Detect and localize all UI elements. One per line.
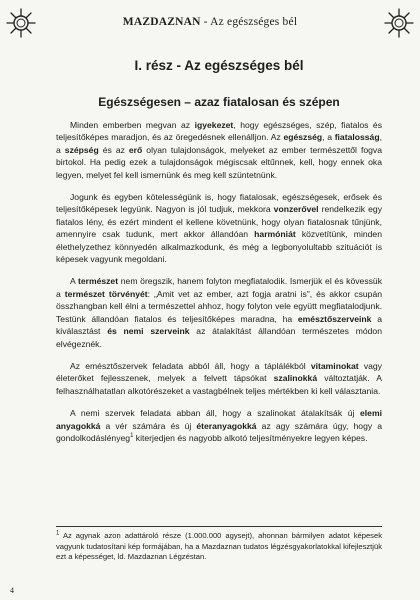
paragraph-3 — [56, 275, 382, 349]
section-title: Egészségesen – azaz fiatalosan és szépen — [98, 95, 340, 109]
bold-text: emésztőszerveink — [297, 313, 372, 324]
text-run: : „Amit vet az ember, azt fogja aratni is", és akkor csupán összhangban kell élni a természettel ahhoz, hogy folyton vele együtt megfiatalodjunk. Testünk állandóan fiatalos és teljesítőképes maradna, ha — [56, 288, 383, 324]
footnote — [56, 531, 382, 563]
paragraph-1 — [56, 119, 382, 181]
text-run: olyan tulajdonságok, melyeket az ember természettől fogva birtokol. Ha pedig ezek a tulajdonságok mégiscsak eltűnnek, kell, hogy ennek oka legyen, melyet fel kell ismernünk és meg kell szüntetnünk. — [56, 144, 382, 180]
text-run: , a — [56, 132, 382, 155]
winged-sun-emblem-icon — [384, 8, 414, 38]
paragraph-2 — [56, 191, 382, 265]
text-run: közvetítünk, minden élethelyzethez könnyedén alkalmazkodunk, és még a legbonyolultabb szituációt is képesek vagyunk megoldani. — [56, 229, 382, 265]
running-head — [0, 16, 420, 28]
book-subtitle: - Az egészséges bél — [200, 16, 298, 28]
bold-text: természet — [77, 276, 119, 287]
bold-text: elemi anyagokká — [56, 408, 382, 431]
footnote-marker: 1 — [56, 530, 60, 537]
text-run: a vér számára és új — [100, 420, 197, 431]
text-run: kiterjedjen és nagyobb alkotó teljesítményekre legyen képes. — [133, 432, 368, 443]
text-run: , hogy egészséges, szép, fiatalos és teljesítőképes maradjon, és az öregedésnek ellenálljon. Az — [56, 120, 382, 143]
text-run: az agy számára úgy, hogy a gondolkodáslényeg — [56, 420, 383, 443]
chapter-title: I. rész - Az egészséges bél — [134, 58, 304, 73]
text-run: A nemi szervek feladata abban áll, hogy a szalinokat átalakítsák új — [70, 408, 361, 419]
text-run: változtatják. A felhasználhatatlan alkotórészeket a vastagbélnek teljes mértékben ki kell választania. — [56, 373, 382, 396]
text-run: rendelkezik egy fiatalos lény, és ezért mindent el kellene követnünk, hogy olyan fiatalosnak tűnjünk, amennyire csak tudunk, mert akkor állandóan — [56, 204, 382, 240]
text-run: Minden emberben megvan az — [70, 120, 195, 130]
paragraph-4 — [56, 360, 382, 397]
text-run: az átalakítást állandóan természetes módon elvégeznék. — [56, 326, 382, 349]
paragraph-5 — [56, 407, 382, 444]
footnote-divider — [56, 526, 382, 527]
bold-text: vitaminokat — [310, 360, 359, 371]
text-run: vagy életerőket fejlesszenek, melyek a felvett tápsókat — [56, 360, 382, 384]
text-run: nem öregszik, hanem folyton megfiatalodik. Ismerjük el és kövessük a — [56, 276, 382, 299]
bold-text: egészség — [283, 132, 323, 143]
bold-text: szépség — [64, 144, 99, 155]
text-run: Jogunk és egyben kötelességünk is, hogy fiatalosak, egészségesek, erősek és teljesítőképesek legyünk. Nagyon is jól tudjuk, mekkora — [56, 192, 382, 215]
bold-text: vonzerővel — [273, 204, 319, 215]
bold-text: harmóniát — [254, 229, 296, 240]
footnote-reference: 1 — [130, 433, 134, 440]
bold-text: szalinokká — [273, 373, 318, 384]
text-run: A — [70, 276, 78, 287]
bold-text: erő — [128, 144, 143, 155]
main-content — [56, 58, 382, 454]
bold-text: fiatalosság — [334, 132, 380, 143]
text-run: és az — [98, 144, 129, 155]
page-number: 4 — [10, 586, 14, 595]
text-run: Az emésztőszervek feladata abból áll, hogy a táplálékból — [70, 360, 311, 371]
bold-text: éteranyagokká — [196, 420, 257, 431]
bold-text: és nemi szerveink — [107, 326, 190, 337]
book-title: MAZDAZNAN — [122, 16, 201, 28]
footnote-text: Az agynak azon adattároló része (1.000.000 agysejt), ahonnan bármilyen adatot képesek vagyunk tudatosítani kép formájában, ha a Mazdaznan tudatos légzésgyakorlatokkal kifejlesztjük ezt a képességet, ld. Mazdaznan Légzéstan. — [56, 531, 382, 562]
bold-text: igyekezet — [194, 120, 234, 130]
bold-text: természet törvényét — [64, 288, 148, 299]
text-run: , a — [322, 132, 335, 143]
text-run: a kiválasztást — [56, 313, 383, 337]
